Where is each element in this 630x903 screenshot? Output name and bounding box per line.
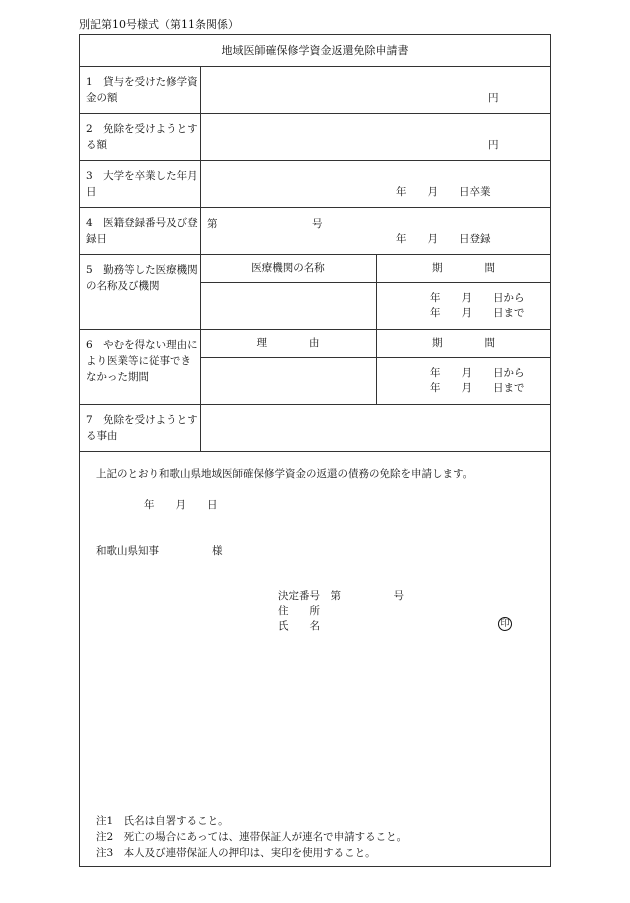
period-to: 年 月 日まで xyxy=(430,307,525,319)
row-7-label: 7 免除を受けようとする事由 xyxy=(86,414,198,442)
row-2-label: 2 免除を受けようとする額 xyxy=(86,123,198,151)
registration-go: 号 xyxy=(312,218,323,230)
registration-dai: 第 xyxy=(207,218,218,230)
row-2-unit: 円 xyxy=(488,139,499,151)
row-1-unit: 円 xyxy=(488,92,499,104)
divider xyxy=(79,404,551,405)
row-1-label: 1 貸与を受けた修学資金の額 xyxy=(86,76,198,104)
divider xyxy=(79,207,551,208)
row-3-label: 3 大学を卒業した年月日 xyxy=(86,170,198,198)
name-label: 氏 名 xyxy=(278,620,320,632)
divider xyxy=(79,451,551,452)
divider xyxy=(79,160,551,161)
note: 注3 本人及び連帯保証人の押印は、実印を使用すること。 xyxy=(96,847,376,859)
form-title: 地域医師確保修学資金返還免除申請書 xyxy=(221,44,409,57)
declaration-date: 年 月 日 xyxy=(144,499,218,511)
addressee-honorific: 様 xyxy=(212,545,223,557)
registration-date: 年 月 日登録 xyxy=(396,233,491,245)
divider xyxy=(79,66,551,67)
seal-mark: 印 xyxy=(498,617,512,631)
declaration-statement: 上記のとおり和歌山県地域医師確保修学資金の返還の債務の免除を申請します。 xyxy=(96,468,474,480)
graduation-date: 年 月 日卒業 xyxy=(396,186,491,198)
row-6-label: 6 やむを得ない理由により医業等に従事できなかった期間 xyxy=(86,339,198,383)
period-to: 年 月 日まで xyxy=(430,382,525,394)
divider xyxy=(79,254,551,255)
institution-name-header: 医療機関の名称 xyxy=(251,262,325,274)
divider xyxy=(79,329,551,330)
form-number: 別記第10号様式（第11条関係） xyxy=(79,18,239,31)
period-from: 年 月 日から xyxy=(430,367,525,379)
reason-header: 理 由 xyxy=(256,337,320,349)
note: 注1 氏名は自署すること。 xyxy=(96,815,229,827)
row-4-label: 4 医籍登録番号及び登録日 xyxy=(86,217,198,245)
period-from: 年 月 日から xyxy=(430,292,525,304)
addressee: 和歌山県知事 xyxy=(96,545,159,557)
note: 注2 死亡の場合にあっては、連帯保証人が連名で申請すること。 xyxy=(96,831,408,843)
decision-number: 決定番号 第 号 xyxy=(278,590,404,602)
period-header: 期 間 xyxy=(432,337,495,349)
divider xyxy=(376,254,377,404)
address-label: 住 所 xyxy=(278,605,320,617)
row-5-label: 5 勤務等した医療機関の名称及び機関 xyxy=(86,264,198,292)
divider xyxy=(79,113,551,114)
period-header: 期 間 xyxy=(432,262,495,274)
